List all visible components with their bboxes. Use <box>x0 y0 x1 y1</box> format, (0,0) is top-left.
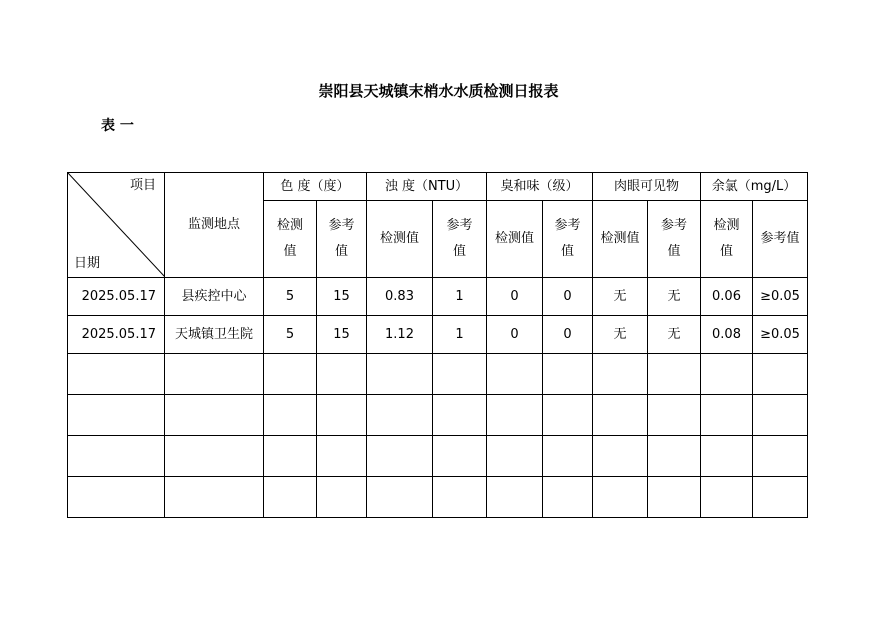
cell-value: 0.08 <box>701 316 753 354</box>
cell-value: 无 <box>593 278 648 316</box>
sub-reference: 参考值 <box>753 201 808 278</box>
cell-value: 5 <box>264 278 317 316</box>
header-odor: 臭和味（级） <box>487 173 593 201</box>
sub-measured: 检测 值 <box>701 201 753 278</box>
header-row-groups <box>68 173 808 201</box>
sub-reference: 参考 值 <box>317 201 367 278</box>
cell-value: 无 <box>593 316 648 354</box>
header-visible-matter: 肉眼可见物 <box>593 173 701 201</box>
header-residual-chlorine: 余氯（mg/L） <box>701 173 808 201</box>
cell-value: 5 <box>264 316 317 354</box>
sub-reference: 参考 值 <box>648 201 701 278</box>
sub-measured: 检测值 <box>367 201 433 278</box>
diagonal-header-cell <box>68 173 165 278</box>
row-date: 2025.05.17 <box>68 278 165 316</box>
cell-value: 0 <box>543 316 593 354</box>
header-color: 色 度（度） <box>264 173 367 201</box>
cell-value: 0 <box>487 316 543 354</box>
row-date: 2025.05.17 <box>68 316 165 354</box>
cell-value: 0 <box>543 278 593 316</box>
cell-value: 15 <box>317 278 367 316</box>
sub-measured: 检测值 <box>593 201 648 278</box>
sub-measured: 检测值 <box>487 201 543 278</box>
cell-value: ≥0.05 <box>753 278 808 316</box>
empty-row <box>68 395 808 436</box>
cell-value: 1 <box>433 278 487 316</box>
empty-row <box>68 477 808 518</box>
header-item: 项目 <box>129 178 156 193</box>
header-location: 监测地点 <box>165 173 264 278</box>
cell-value: 15 <box>317 316 367 354</box>
row-location: 天城镇卫生院 <box>165 316 264 354</box>
empty-row <box>68 436 808 477</box>
cell-value: 0.06 <box>701 278 753 316</box>
sub-reference: 参考 值 <box>543 201 593 278</box>
cell-value: 0.83 <box>367 278 433 316</box>
table-label: 表 一 <box>101 118 134 134</box>
row-location: 县疾控中心 <box>165 278 264 316</box>
water-quality-table <box>67 172 808 518</box>
header-date: 日期 <box>74 256 101 271</box>
table-row <box>68 278 808 316</box>
cell-value: 0 <box>487 278 543 316</box>
cell-value: 1 <box>433 316 487 354</box>
header-turbidity: 浊 度（NTU） <box>367 173 487 201</box>
cell-value: 无 <box>648 316 701 354</box>
sub-measured: 检测 值 <box>264 201 317 278</box>
cell-value: 无 <box>648 278 701 316</box>
empty-row <box>68 354 808 395</box>
sub-reference: 参考 值 <box>433 201 487 278</box>
report-title: 崇阳县天城镇末梢水水质检测日报表 <box>318 82 559 100</box>
cell-value: ≥0.05 <box>753 316 808 354</box>
cell-value: 1.12 <box>367 316 433 354</box>
table-row <box>68 316 808 354</box>
